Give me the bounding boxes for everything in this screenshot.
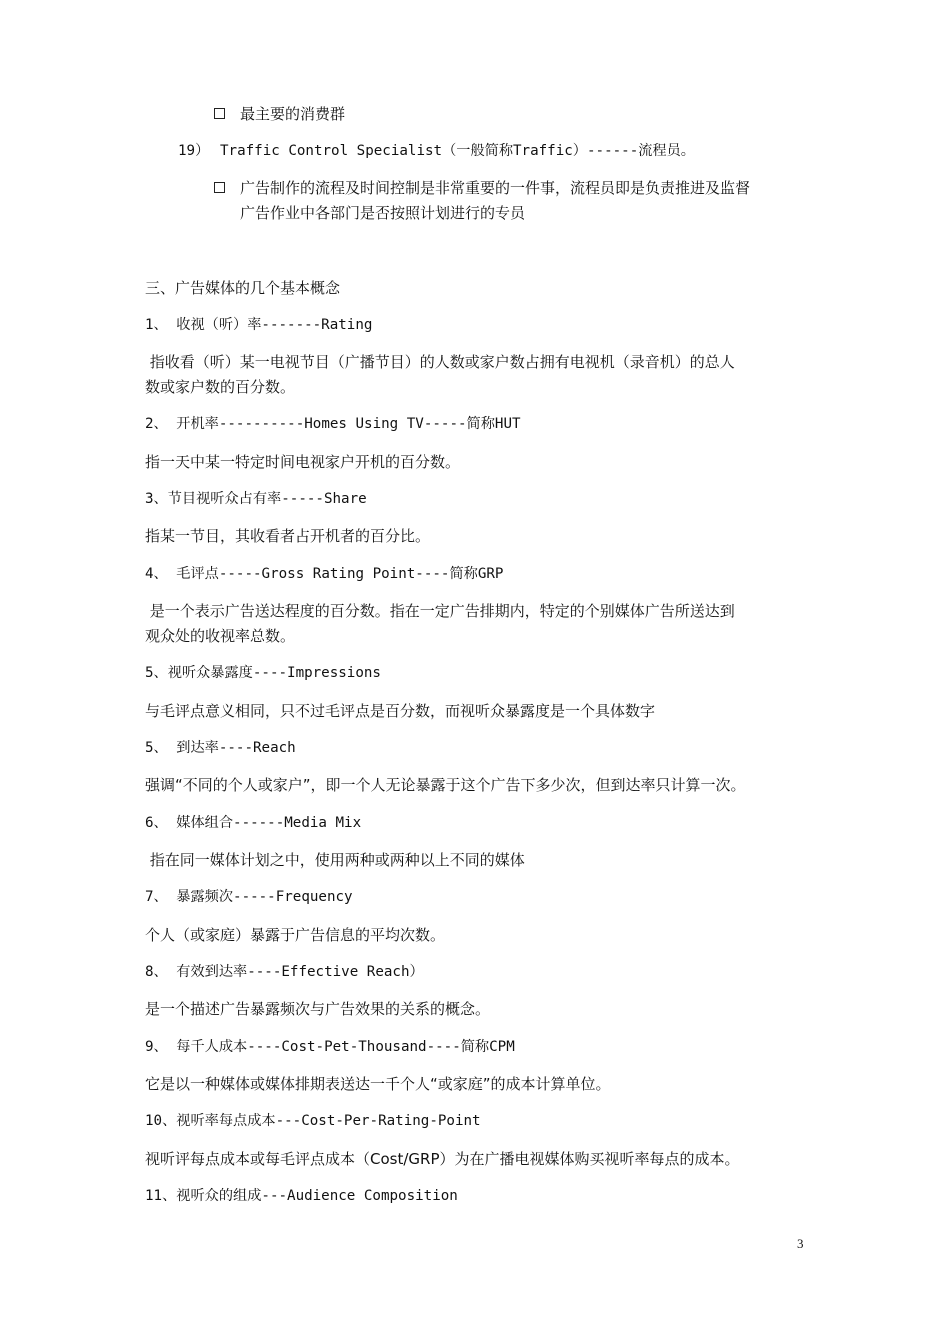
item19-bullet-line2: 广告作业中各部门是否按照计划进行的专员 — [240, 204, 526, 222]
concept-description: 指在同一媒体计划之中，使用两种或两种以上不同的媒体 — [145, 851, 525, 869]
concept-heading: 2、 开机率----------Homes Using TV-----简称HUT — [145, 416, 521, 432]
concept-heading: 5、 到达率----Reach — [145, 740, 296, 756]
checkbox-bullet-icon — [214, 108, 225, 119]
concept-heading: 1、 收视（听）率-------Rating — [145, 317, 373, 333]
section-title: 三、广告媒体的几个基本概念 — [145, 279, 341, 297]
checkbox-bullet-icon — [214, 182, 225, 193]
item19-bullet-line1: 广告制作的流程及时间控制是非常重要的一件事，流程员即是负责推进及监督 — [240, 179, 751, 197]
concept-description: 指收看（听）某一电视节目（广播节目）的人数或家户数占拥有电视机（录音机）的总人 — [145, 353, 735, 371]
concept-description: 数或家户数的百分数。 — [145, 378, 296, 396]
concept-description: 指某一节目，其收看者占开机者的百分比。 — [145, 527, 431, 545]
concept-heading: 9、 每千人成本----Cost-Pet-Thousand----简称CPM — [145, 1039, 515, 1055]
concept-description: 视听评每点成本或每毛评点成本（Cost/GRP）为在广播电视媒体购买视听率每点的成本。 — [145, 1150, 740, 1168]
concept-heading: 8、 有效到达率----Effective Reach） — [145, 964, 424, 980]
concept-description: 强调“不同的个人或家户”，即一个人无论暴露于这个广告下多少次，但到达率只计算一次。 — [145, 776, 746, 794]
concept-description: 指一天中某一特定时间电视家户开机的百分数。 — [145, 453, 461, 471]
concept-heading: 11、视听众的组成---Audience Composition — [145, 1188, 458, 1204]
concept-description: 与毛评点意义相同，只不过毛评点是百分数，而视听众暴露度是一个具体数字 — [145, 702, 656, 720]
item19-text: Traffic Control Specialist（一般简称Traffic）------流程员。 — [220, 143, 695, 159]
concept-description: 是一个描述广告暴露频次与广告效果的关系的概念。 — [145, 1000, 491, 1018]
concept-description: 观众处的收视率总数。 — [145, 627, 296, 645]
concept-heading: 4、 毛评点-----Gross Rating Point----简称GRP — [145, 566, 504, 582]
concept-heading: 7、 暴露频次-----Frequency — [145, 889, 353, 905]
concept-heading: 10、视听率每点成本---Cost-Per-Rating-Point — [145, 1113, 481, 1129]
concept-heading: 5、视听众暴露度----Impressions — [145, 665, 381, 681]
concept-description: 是一个表示广告送达程度的百分数。指在一定广告排期内，特定的个别媒体广告所送达到 — [145, 602, 735, 620]
concept-description: 个人（或家庭）暴露于广告信息的平均次数。 — [145, 926, 446, 944]
concept-heading: 6、 媒体组合------Media Mix — [145, 815, 362, 831]
top-bullet-text: 最主要的消费群 — [240, 105, 346, 123]
concept-description: 它是以一种媒体或媒体排期表送达一千个人“或家庭”的成本计算单位。 — [145, 1075, 611, 1093]
page-number: 3 — [797, 1236, 804, 1251]
item19-number: 19） — [178, 143, 210, 159]
concept-heading: 3、节目视听众占有率-----Share — [145, 491, 367, 507]
